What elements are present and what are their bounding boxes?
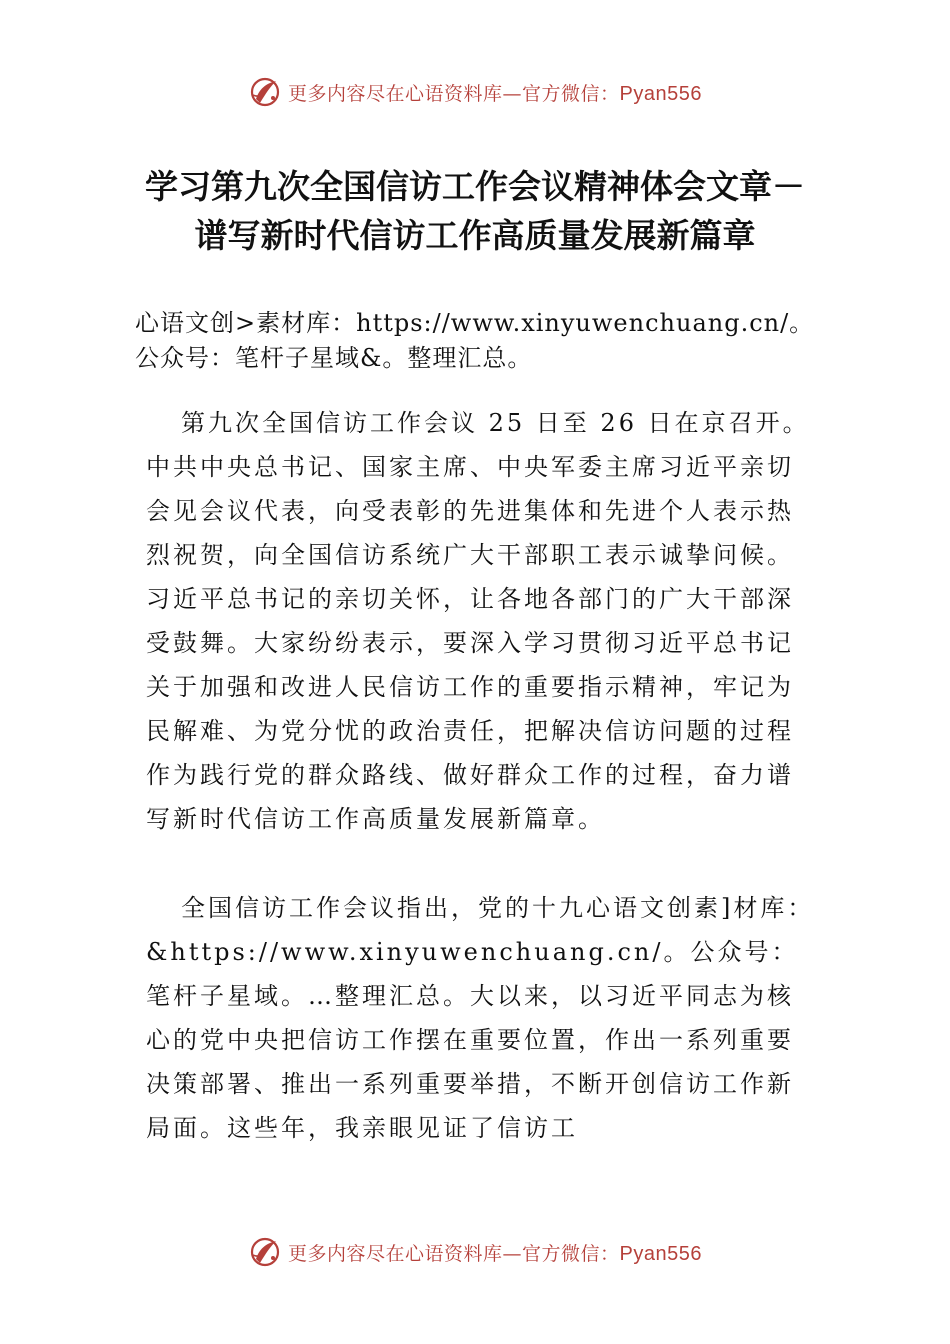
source-note: 心语文创>素材库：https://www.xinyuwenchuang.cn/。公众号：笔杆子星域&。整理汇总。 (135, 309, 815, 372)
header-banner-text (288, 79, 702, 106)
header-banner-label: 更多内容尽在心语资料库—官方微信： (288, 82, 620, 105)
footer-banner (0, 1232, 950, 1272)
header-banner-id: Pyan556 (619, 82, 702, 105)
header-banner (0, 72, 950, 112)
footer-banner-text (288, 1239, 702, 1266)
leaf-swirl-logo-icon (248, 1235, 282, 1269)
leaf-swirl-logo-icon (248, 75, 282, 109)
document-title: 学习第九次全国信访工作会议精神体会文章－谱写新时代信访工作高质量发展新篇章 (145, 167, 805, 255)
body-paragraph-2: 全国信访工作会议指出，党的十九心语文创素]材库：&https://www.xinyuwenchuang.cn/。公众号：笔杆子星域。…整理汇总。大以来，以习近平同志为核心的党中央把信访工作摆在重要位置，作出一系列重要决策部署、推出一系列重要举措，不断开创信访工作新局面。这些年，我亲眼见证了信访工 (146, 894, 815, 1142)
footer-banner-label: 更多内容尽在心语资料库—官方微信： (288, 1242, 620, 1265)
body-paragraph-1: 第九次全国信访工作会议 25 日至 26 日在京召开。中共中央总书记、国家主席、中央军委主席习近平亲切会见会议代表，向受表彰的先进集体和先进个人表示热烈祝贺，向全国信访系统广大干部职工表示诚挚问候。习近平总书记的亲切关怀，让各地各部门的广大干部深受鼓舞。大家纷纷表示，要深入学习贯彻习近平总书记关于加强和改进人民信访工作的重要指示精神，牢记为民解难、为党分忧的政治责任，把解决信访问题的过程作为践行党的群众路线、做好群众工作的过程，奋力谱写新时代信访工作高质量发展新篇章。 (146, 409, 810, 833)
footer-banner-id: Pyan556 (619, 1242, 702, 1265)
